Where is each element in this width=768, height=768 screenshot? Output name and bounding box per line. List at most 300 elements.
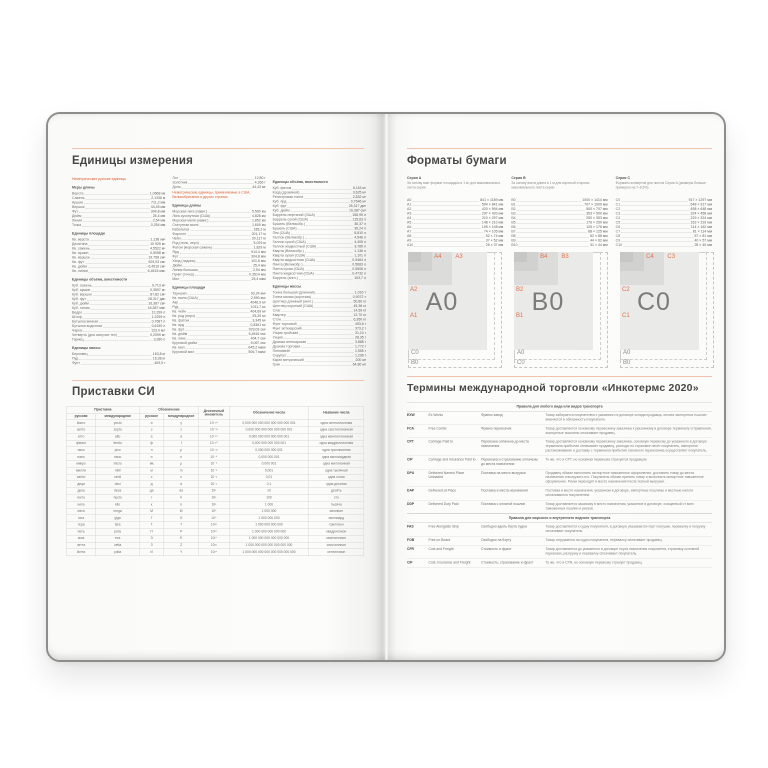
unit-name: Тонна большая (длинная) — [272, 291, 315, 295]
incoterm-ru-name: Франко завод — [481, 413, 503, 418]
unit-name: Кв. фут — [72, 260, 85, 265]
format-name: C0 — [615, 198, 621, 202]
dot-leader — [211, 217, 251, 218]
unit-value: 409,5 г — [154, 361, 166, 366]
series-description: Форматы конвертов для листов Серии A (размеры больше примерно на 7–8,5%) — [615, 181, 706, 190]
format-size: 62 × 88 мм — [590, 234, 608, 238]
unit-value: 35,24 л — [354, 227, 366, 231]
dot-leader — [90, 305, 148, 306]
dot-leader — [517, 233, 588, 234]
format-name: B7 — [511, 230, 516, 234]
unit-name: Кв. аршин — [72, 251, 89, 256]
unit-name: Пек (США) — [272, 231, 291, 235]
incoterm-description: Товар доставляется основному перевозчику заказчика, основную перевозку до указанного в договоре терминала прибытия оплачивает продавец, расходы по страховке несёт покупатель, импортное растаможивание и доставку с терминала прибытия основного перевозчика осуществляет покупатель. — [545, 440, 708, 453]
incoterms-title: Термины международной торговли «Инкотермс 2020» — [407, 382, 699, 394]
unit-value: 12,70 кг — [353, 313, 366, 318]
unit-value: 87,82 см³ — [150, 293, 166, 297]
format-name: A9 — [407, 239, 412, 243]
incoterm-code: CPT — [407, 440, 414, 444]
dot-leader — [180, 280, 250, 281]
incoterm-description: Товар доставляется основному перевозчику заказчика к указанному в договоре терминалу отправления, экспортные пошлины оплачивает продавец. — [545, 426, 712, 435]
dot-leader — [91, 250, 150, 251]
incoterm-code: DDP — [407, 502, 415, 506]
sheet-rect — [514, 252, 593, 350]
format-name: B4 — [511, 216, 516, 220]
dot-leader — [412, 219, 481, 220]
units-column — [273, 176, 366, 368]
unit-name: Кв. вершок — [72, 256, 90, 260]
unit-value: 914,4 мм — [251, 250, 266, 255]
dot-leader — [198, 344, 250, 345]
format-name: B5 — [511, 221, 516, 225]
dot-leader — [179, 308, 249, 309]
unit-value: 0,9464 л — [352, 258, 366, 262]
unit-name: Пуд — [72, 357, 79, 361]
unit-name: Ярд — [172, 250, 179, 255]
unit-value: 4,266 г — [254, 180, 266, 185]
paper-format-diagram — [620, 252, 714, 368]
unit-value: 0,9072 т — [352, 295, 366, 300]
unit-value: 1,101 л — [354, 254, 366, 258]
unit-row — [72, 223, 165, 228]
unit-value: 0,7646 м³ — [350, 200, 366, 204]
unit-name: Тауншип — [172, 292, 187, 296]
incoterm-code: EXW — [407, 413, 415, 418]
format-name: A5 — [407, 221, 412, 225]
dot-leader — [305, 252, 353, 253]
unit-name: Линия большая — [172, 268, 198, 273]
unit-value: 4046,9 м² — [250, 301, 266, 305]
dot-leader — [183, 267, 252, 268]
incoterm-code: FAS — [407, 525, 414, 529]
unit-name: Галлон сухой (США) — [272, 240, 306, 244]
dashed-format-label: C0 — [517, 360, 525, 366]
unit-value: 404,69 м² — [250, 310, 266, 314]
dot-leader — [317, 248, 353, 249]
format-size: 500 × 707 мм — [586, 207, 608, 211]
units-section — [172, 191, 265, 200]
format-main-label: C0 — [636, 288, 671, 317]
unit-value: 20,117 м — [251, 237, 266, 241]
unit-name: Линия — [72, 219, 83, 223]
incoterms-row — [407, 456, 712, 469]
unit-value: 163,7 л — [354, 276, 366, 280]
unit-value: 0,2099 м³ — [150, 333, 166, 338]
format-size: 297 × 420 мм — [481, 212, 504, 216]
dot-leader — [314, 303, 352, 304]
incoterm-en-name: Carriage and Insurance Paid to — [428, 457, 476, 462]
dashed-format-label: A0 — [623, 350, 631, 356]
section-heading: Единицы площади — [72, 232, 105, 236]
subformat-label: C1 — [622, 312, 630, 319]
unit-value: 1,609 км — [252, 223, 266, 228]
dot-leader — [621, 242, 693, 243]
si-table-row: гекто hecto г h 10² 100 сто — [66, 495, 364, 502]
format-row — [511, 243, 607, 248]
dot-leader — [89, 272, 147, 273]
unit-value: 3,345 м² — [252, 319, 266, 323]
dot-leader — [303, 330, 354, 331]
right-page — [386, 114, 724, 660]
dot-leader — [305, 239, 353, 240]
unit-value: 8,810 л — [354, 231, 366, 235]
format-size: 28 × 40 мм — [694, 243, 712, 247]
dot-leader — [621, 215, 689, 216]
format-row — [407, 243, 503, 248]
format-size: 57 × 81 мм — [694, 234, 712, 238]
unit-value: 25,29 м² — [252, 314, 266, 319]
dot-leader — [185, 326, 249, 327]
unit-name: Чарка — [72, 329, 82, 333]
dot-leader — [299, 279, 353, 280]
series-description: За основу взят формат площадью в 1 м² для максимального листа серии — [407, 181, 501, 190]
dot-leader — [291, 352, 354, 353]
dot-leader — [185, 331, 247, 332]
dot-leader — [200, 244, 253, 245]
dot-leader — [517, 237, 589, 238]
format-size: 176 × 250 мм — [586, 221, 608, 225]
dot-leader — [315, 275, 351, 276]
unit-value: 16,38 кг — [152, 357, 166, 361]
unit-name: Четверть (для сыпучих тел) — [72, 333, 117, 338]
unit-name: Кв. миля (США) — [172, 296, 198, 301]
incoterm-ru-name: Стоимость, страхование и фрахт — [481, 560, 534, 565]
unit-value: 0,3514 мм — [249, 273, 266, 277]
incoterm-ru-name: Поставка в места назначения — [481, 489, 528, 493]
accent-rule — [407, 376, 712, 377]
unit-value: 0,5506 л — [352, 267, 366, 271]
dot-leader — [179, 304, 249, 305]
format-size: 88 × 125 мм — [588, 230, 608, 234]
unit-row — [273, 363, 366, 368]
subformat-label: B4 — [540, 254, 548, 260]
dot-leader — [305, 361, 355, 362]
unit-name: Кв. фатом — [172, 319, 189, 323]
format-name: C4 — [615, 216, 621, 220]
dot-leader — [412, 201, 479, 202]
unit-name: Пинта (Великобр.) — [272, 263, 303, 267]
dot-leader — [314, 307, 352, 308]
unit-value: 0,3597 м³ — [150, 288, 166, 293]
unit-name: Статутная миля — [172, 223, 199, 228]
unit-value: 28,317 дм³ — [348, 204, 366, 208]
si-table-row: экса exa Э E 10¹⁸ 1 000 000 000 000 000 000 квинтиллион — [66, 535, 364, 542]
unit-name: Карат метрический — [272, 358, 304, 363]
dot-leader — [306, 225, 353, 226]
unit-value: 1,555 г — [355, 349, 366, 354]
unit-name: Галлон жидкостный (США) — [272, 245, 317, 249]
incoterms-group — [407, 402, 712, 514]
section-heading: Единицы массы — [72, 346, 101, 351]
unit-name: Кабельтов — [172, 228, 190, 232]
unit-value: 16,387 мм³ — [147, 306, 166, 311]
format-name: A1 — [407, 203, 412, 207]
unit-value: 44,43 мг — [252, 185, 266, 189]
unit-name: Кв. сажень — [72, 247, 90, 251]
incoterm-en-name: Cost and Freight — [428, 547, 454, 551]
dot-leader — [188, 295, 250, 296]
incoterm-en-name: Delivered Named Place Unloaded — [428, 471, 465, 480]
format-size: 324 × 458 мм — [690, 212, 712, 216]
incoterm-ru-name: Стоимость и фрахт — [481, 547, 512, 551]
unit-value: 5,029 м — [253, 241, 266, 246]
unit-name: Точка — [72, 223, 82, 228]
unit-value: 64,80 мг — [352, 363, 366, 367]
incoterms-row — [407, 438, 712, 456]
section-heading: Меры длины — [72, 186, 95, 190]
unit-value: 4,828 км — [252, 214, 266, 219]
dot-leader — [188, 184, 253, 185]
unit-value: 929,03 см² — [148, 260, 166, 265]
unit-name: Руд — [172, 305, 179, 310]
dot-leader — [196, 317, 251, 318]
format-main-label: A0 — [425, 288, 459, 317]
format-size: 420 × 594 мм — [481, 207, 504, 211]
si-table-row: йокто yocto и y 10⁻²⁴ 0,000 000 000 000 000 000 000 001 одна септиллионная — [66, 420, 364, 427]
subformat-rect — [514, 252, 527, 262]
dot-leader — [79, 360, 152, 361]
unit-name: Центнер длинный (англ.) — [272, 300, 314, 304]
dot-leader — [103, 327, 151, 328]
incoterms-row — [407, 412, 712, 425]
si-table-row: тера tera Т T 10¹² 1 000 000 000 000 триллион — [66, 522, 364, 529]
dot-leader — [90, 241, 150, 242]
section-heading: Единицы объёма, вместимости — [272, 180, 328, 184]
format-name: B0 — [511, 198, 516, 202]
unit-value: 304,8 мм — [251, 255, 266, 259]
unit-name: Куб. ярд — [272, 200, 287, 204]
si-table-row: кило kilo к k 10³ 1 000 тысяча — [66, 501, 364, 508]
unit-value: 0,5058 м² — [150, 251, 166, 256]
format-size: 917 × 1297 мм — [688, 198, 712, 202]
incoterms-row — [407, 537, 712, 546]
format-name: A0 — [407, 198, 412, 202]
dot-leader — [199, 299, 250, 300]
unit-name: Кв. чейн — [172, 310, 186, 314]
paper-title: Форматы бумаги — [407, 155, 507, 167]
dot-leader — [93, 296, 150, 297]
format-name: C7 — [615, 230, 621, 234]
incoterm-description: Продавец обязан выполнить экспортное таможенное оформление, доставить товар до места назначения и выгрузить его. Покупатель обязан принять товар и выполнить импортное таможенное оформление. Риски переходят в месте назначения после полной выгрузки. — [545, 471, 704, 484]
dot-leader — [621, 201, 687, 202]
dot-leader — [180, 253, 250, 254]
dot-leader — [412, 237, 484, 238]
unit-name: Квартер — [272, 313, 286, 318]
subformat-label: C2 — [622, 287, 630, 294]
unit-value: 929,03 см² — [248, 328, 266, 332]
format-size: 229 × 324 мм — [690, 216, 712, 220]
section-heading: Единицы массы — [272, 285, 302, 289]
dot-leader — [199, 271, 252, 272]
unit-value: 2,54 мм — [152, 219, 166, 223]
unit-name: Аршин — [72, 201, 83, 205]
unit-name: Центнер короткий (США) — [272, 304, 314, 309]
unit-value: 1011,7 м² — [250, 305, 266, 310]
unit-name: Унция — [272, 336, 283, 340]
unit-name: Стон — [272, 318, 281, 322]
dot-leader — [412, 210, 481, 211]
dot-leader — [88, 245, 149, 246]
unit-value: 9,713 м³ — [152, 284, 166, 288]
incoterm-en-name: Cost, Insurance and Freight — [428, 560, 471, 565]
format-name: C2 — [615, 207, 621, 211]
dot-leader — [195, 276, 248, 277]
dot-leader — [621, 237, 693, 238]
dot-leader — [82, 217, 151, 218]
unit-name: Акр — [172, 301, 179, 305]
dot-leader — [621, 224, 689, 225]
dot-leader — [306, 257, 353, 258]
dot-leader — [412, 228, 481, 229]
subformat-label: B3 — [561, 254, 569, 260]
dot-leader — [182, 240, 251, 241]
unit-value: 115,63 л — [352, 218, 366, 222]
unit-name: Гарнец — [72, 338, 84, 342]
unit-name: Куб. фатом — [272, 186, 292, 190]
dot-leader — [93, 287, 152, 288]
incoterms-row — [407, 425, 712, 438]
format-size: 40 × 57 мм — [694, 239, 712, 243]
unit-name: Куб. фут — [72, 297, 86, 302]
unit-name: Верста — [72, 192, 84, 196]
dot-leader — [517, 228, 586, 229]
incoterm-ru-name: Перевозка оплачена до места назначения — [481, 440, 529, 449]
format-name: B3 — [511, 212, 516, 216]
incoterm-description: Товар забирается покупателем с указанного в договоре склада продавца, оплата экспортных пошлин вменяется в обязанность покупателю. — [545, 413, 707, 422]
dot-leader — [301, 348, 354, 349]
dot-leader — [309, 221, 352, 222]
si-table-row: санти centi с c 10⁻² 0,01 одна сотая — [66, 474, 364, 481]
incoterm-ru-name: Свободно вдоль борта судна — [481, 525, 527, 529]
si-table-row: пета peta П P 10¹⁵ 1 000 000 000 000 000 квадриллион — [66, 528, 364, 535]
unit-name: Куб. дюйм — [72, 302, 89, 306]
dot-leader — [316, 261, 351, 262]
unit-value: 3,785 л — [354, 245, 366, 249]
unit-value: 1,2299 л — [151, 315, 166, 320]
unit-value: 14,59 кг — [353, 309, 366, 313]
format-name: B8 — [511, 234, 516, 238]
dot-leader — [517, 224, 586, 225]
unit-value: 28,317 дм³ — [148, 297, 166, 302]
dot-leader — [179, 258, 250, 259]
unit-name: Кв. линия — [72, 269, 88, 274]
unit-name: Тонна малая (короткая) — [272, 295, 312, 300]
unit-name: Кв. мил — [172, 346, 185, 350]
unit-name: Кв. линк — [172, 337, 186, 341]
unit-value: 36,37 л — [354, 222, 366, 226]
dot-leader — [88, 355, 151, 356]
unit-name: Пинта сухая (США) — [272, 267, 304, 271]
dot-leader — [288, 207, 348, 208]
units-columns — [72, 176, 366, 376]
subformat-label: A1 — [410, 312, 418, 319]
unit-value: 0,5683 л — [352, 263, 366, 267]
si-prefix-table — [66, 406, 364, 556]
unit-value: 200 мг — [355, 358, 366, 363]
dot-leader — [517, 215, 586, 216]
dot-leader — [517, 206, 584, 207]
si-table-row: пико pico п p 10⁻¹² 0,000 000 000 001 одна триллионная — [66, 447, 364, 454]
incoterm-en-name: Ex Works — [428, 413, 443, 418]
unit-name: Фатом (морская сажень) — [172, 246, 213, 250]
unit-value: 6,350 кг — [353, 318, 366, 322]
unit-value: 19,758 см² — [148, 256, 166, 260]
units-section — [72, 232, 165, 274]
dot-leader — [190, 231, 252, 232]
unit-name: Куб. дюйм — [272, 209, 290, 213]
dot-leader — [79, 213, 150, 214]
unit-value: 93,24 км² — [250, 292, 266, 296]
incoterms-row — [407, 500, 712, 513]
format-size: 841 × 1189 мм — [480, 198, 504, 202]
unit-name: Баррель (англ.) — [272, 276, 298, 280]
dot-leader — [118, 336, 149, 337]
unit-name: Ведро — [72, 311, 83, 315]
unit-value: 6,116 м³ — [352, 186, 366, 190]
dot-leader — [303, 266, 351, 267]
unit-name: Пункт (точка) — [172, 273, 194, 277]
incoterm-description: Товар доставляется до указанного в договоре порта назначения покупателя, страховку основной перевозки, разгрузку и перевалку оплачивает покупатель. — [545, 547, 700, 556]
incoterm-description: Поставка в месте назначения, указанном в договоре, импортные пошлины и местные налоги оплачиваются покупателем. — [545, 489, 694, 497]
dashed-format-label: B0 — [623, 360, 631, 366]
si-table-row: мега mega М M 10⁶ 1 000 000 миллион — [66, 508, 364, 515]
format-name: C6 — [615, 225, 621, 229]
incoterm-description: Товар отгружается на судно покупателя, перевалку оплачивает продавец. — [545, 538, 663, 543]
format-size: 31 × 44 мм — [590, 243, 608, 247]
unit-name: Бушель (США) — [272, 227, 297, 231]
incoterms-row — [407, 523, 712, 536]
units-section — [72, 278, 165, 343]
unit-row — [72, 338, 165, 343]
unit-name: Кварта сухая (США) — [272, 254, 306, 258]
unit-name: Дюйм — [172, 264, 182, 268]
dot-leader — [208, 213, 251, 214]
dot-leader — [282, 321, 353, 322]
unit-value: 50,80 кг — [353, 300, 366, 304]
units-subtitle: Неметрические русские единицы — [72, 177, 126, 181]
dot-leader — [307, 243, 353, 244]
dot-leader — [414, 246, 485, 247]
accent-rule — [72, 380, 364, 381]
unit-value: 1,852 км — [252, 219, 266, 223]
format-name: A7 — [407, 230, 412, 234]
format-name: C10 — [615, 243, 623, 247]
dot-leader — [287, 203, 350, 204]
unit-name: Драхма торговая — [272, 345, 301, 349]
incoterm-en-name: Delivered at Place — [428, 489, 457, 493]
dot-leader — [187, 313, 250, 314]
unit-value: 185,2 м — [253, 228, 266, 232]
unit-value: 373,2 г — [355, 327, 366, 331]
unit-value: 123,0 мл — [151, 329, 166, 333]
paper-series-column — [616, 176, 712, 248]
incoterm-en-name: Carriage Paid to — [428, 440, 454, 444]
incoterm-code: CFR — [407, 547, 414, 551]
format-size: 250 × 353 мм — [586, 216, 608, 220]
si-table-row: йотта yotta И Y 10²⁴ 1 000 000 000 000 000 000 000 000 септиллион — [66, 549, 364, 556]
subformat-label: B1 — [516, 312, 524, 319]
format-size: 26 × 37 мм — [485, 243, 504, 247]
unit-name: Кварта жидкостная (США) — [272, 258, 316, 262]
dashed-format-label: B0 — [411, 360, 419, 366]
unit-name: Корд (дровяной) — [272, 191, 300, 195]
format-size: 37 × 52 мм — [485, 239, 504, 243]
unit-name: Хэнд (ладонь) — [172, 259, 196, 264]
format-size: 44 × 62 мм — [590, 239, 608, 243]
unit-value: 12,299 л — [151, 311, 166, 315]
unit-value: 645,2 мкм² — [248, 346, 266, 350]
dot-leader — [412, 215, 481, 216]
